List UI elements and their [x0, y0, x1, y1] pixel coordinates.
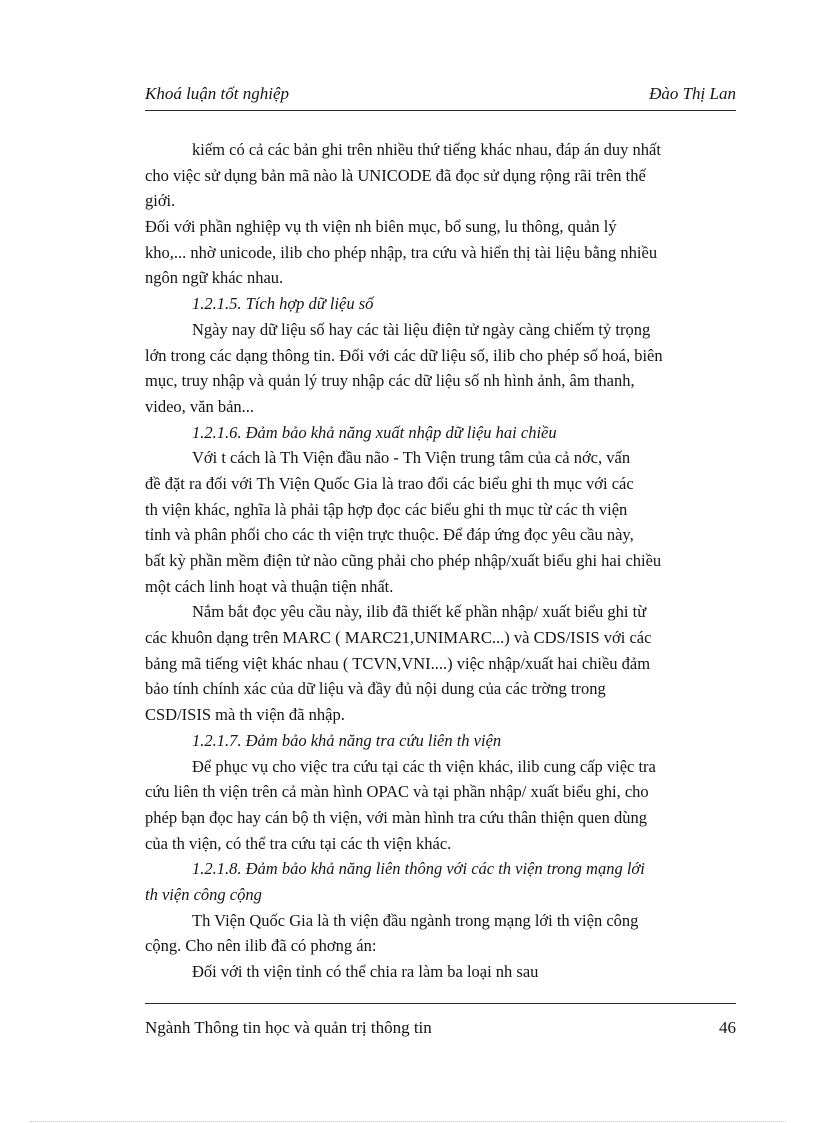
- text-line: của th viện, có thể tra cứu tại các th viện khác.: [145, 833, 452, 853]
- section-heading-line: 1.2.1.7. Đảm bảo khả năng tra cứu liên th viện: [192, 730, 502, 750]
- footer-rule: [145, 1003, 736, 1004]
- text-line: đề đặt ra đối với Th Viện Quốc Gia là trao đổi các biểu ghi th mục với các: [145, 473, 634, 493]
- text-line: phép bạn đọc hay cán bộ th viện, với màn hình tra cứu thân thiện quen dùng: [145, 807, 648, 827]
- footer-department: Ngành Thông tin học và quản trị thông tin: [145, 1018, 432, 1037]
- section-heading-line: th viện công cộng: [145, 884, 262, 904]
- text-line: bất kỳ phần mềm điện tử nào cũng phải cho phép nhập/xuất biểu ghi hai chiều: [145, 551, 662, 570]
- text-line: kho,... nhờ unicode, ilib cho phép nhập, tra cứu và hiển thị tài liệu bằng nhiều: [145, 242, 658, 262]
- header-thesis-title: Khoá luận tốt nghiệp: [145, 84, 290, 103]
- section-heading-line: 1.2.1.5. Tích hợp dữ liệu số: [192, 294, 374, 314]
- text-line: giới.: [145, 191, 176, 211]
- text-line: cứu liên th viện trên cả màn hình OPAC và tại phần nhập/ xuất biểu ghi, cho: [145, 782, 649, 802]
- text-line: Ngày nay dữ liệu số hay các tài liệu điện tử ngày càng chiếm tỷ trọng: [192, 319, 651, 339]
- page-number: 46: [719, 1018, 736, 1037]
- text-line: bảng mã tiếng việt khác nhau ( TCVN,VNI....) việc nhập/xuất hai chiều đảm: [145, 653, 651, 673]
- text-line: Th Viện Quốc Gia là th viện đầu ngành trong mạng lới th viện công: [192, 910, 639, 930]
- text-line: Để phục vụ cho việc tra cứu tại các th viện khác, ilib cung cấp việc tra: [192, 756, 656, 776]
- text-line: th viện khác, nghĩa là phải tập hợp đọc các biểu ghi th mục từ các th viện: [145, 499, 628, 519]
- section-heading-line: 1.2.1.8. Đảm bảo khả năng liên thông với các th viện trong mạng lới: [192, 859, 645, 879]
- text-line: cộng. Cho nên ilib đã có phơng án:: [145, 936, 377, 956]
- text-line: CSD/ISIS mà th viện đã nhập.: [145, 705, 345, 725]
- text-line: Đối với phần nghiệp vụ th viện nh biên mục, bổ sung, lu thông, quản lý: [145, 217, 617, 237]
- text-line: tỉnh và phân phối cho các th viện trực thuộc. Để đáp ứng đọc yêu cầu này,: [145, 525, 634, 545]
- text-line: các khuôn dạng trên MARC ( MARC21,UNIMARC...) và CDS/ISIS với các: [145, 628, 652, 648]
- page-bottom-divider: [30, 1121, 786, 1122]
- text-line: kiếm có cả các bản ghi trên nhiều thứ tiếng khác nhau, đáp án duy nhất: [192, 140, 661, 159]
- text-line: Đối với th viện tỉnh có thể chia ra làm ba loại nh sau: [192, 962, 539, 981]
- text-line: một cách linh hoạt và thuận tiện nhất.: [145, 576, 394, 596]
- text-line: cho việc sử dụng bản mã nào là UNICODE đã đọc sử dụng rộng rãi trên thế: [145, 165, 646, 185]
- text-line: lớn trong các dạng thông tin. Đối với các dữ liệu số, ilib cho phép số hoá, biên: [145, 345, 663, 365]
- text-line: video, văn bản...: [145, 396, 255, 416]
- section-heading-line: 1.2.1.6. Đảm bảo khả năng xuất nhập dữ liệu hai chiều: [192, 422, 557, 442]
- text-line: bảo tính chính xác của dữ liệu và đầy đủ nội dung của các trờng trong: [145, 679, 606, 699]
- header-author-name: Đào Thị Lan: [649, 84, 736, 103]
- body-text: [145, 137, 750, 985]
- text-line: Nắm bắt đọc yêu cầu này, ilib đã thiết kế phần nhập/ xuất biểu ghi từ: [192, 602, 647, 622]
- text-line: mục, truy nhập và quản lý truy nhập các dữ liệu số nh hình ảnh, âm thanh,: [145, 371, 635, 391]
- text-line: ngôn ngữ khác nhau.: [145, 268, 284, 288]
- page-header: [145, 84, 736, 111]
- text-line: Với t cách là Th Viện đầu não - Th Viện trung tâm của cả nớc, vấn: [192, 448, 631, 468]
